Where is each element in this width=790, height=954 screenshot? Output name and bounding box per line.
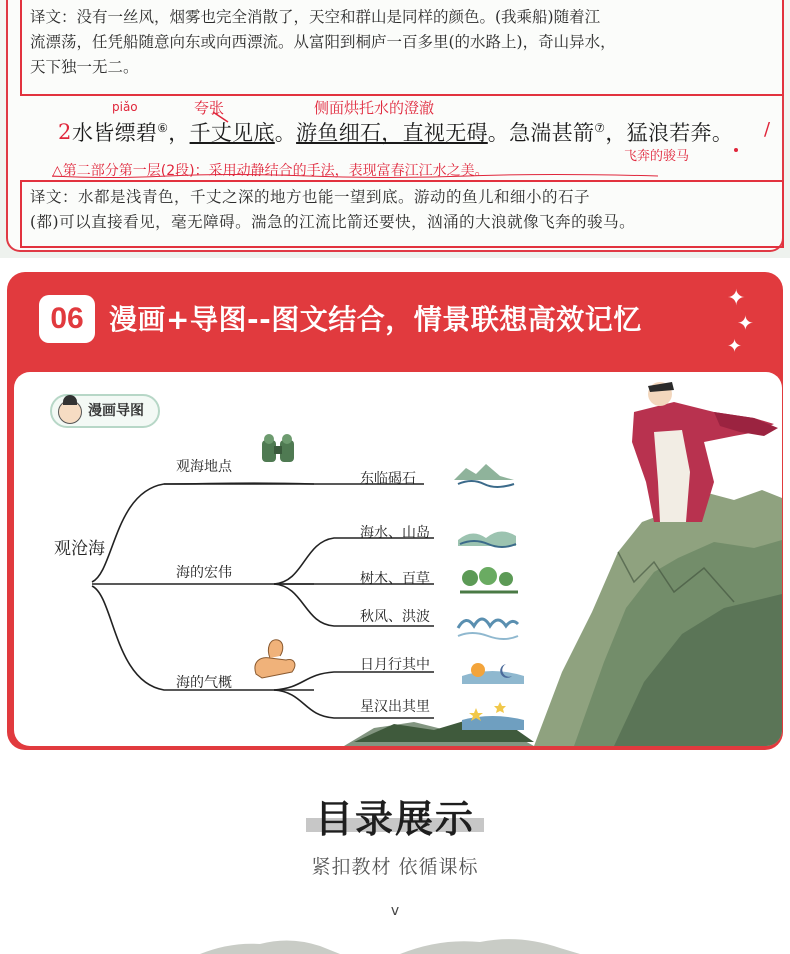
translation-2-line-2: (都)可以直接看见，毫无障碍。湍急的江流比箭还要快，汹涌的大浪就像飞奔的骏马。 (30, 213, 636, 231)
feature-panel-06 (7, 272, 783, 750)
mindmap-leaf-wind-waves: 秋风、洪波 (360, 609, 430, 625)
annotation-exaggeration: 夸张 (194, 99, 225, 117)
feature-number-badge: 06 (39, 295, 95, 343)
textbook-page-frame (6, 0, 784, 252)
sparkle-icon: ✦ (727, 286, 746, 311)
annotation-side-contrast: 侧面烘托水的澄澈 (314, 99, 435, 117)
text-part: ，猛浪若奔。 (605, 121, 734, 145)
translation-1-line-2: 流漂荡，任凭船随意向东或向西漂流。从富阳到桐庐一百多里(的水路上)，奇山异水， (30, 33, 616, 51)
mindmap-leaf-jieshi: 东临碣石 (360, 471, 416, 487)
annotation-dot (734, 148, 738, 152)
mindmap-branch-spirit: 海的气概 (176, 675, 232, 691)
scroll-down-chevron-icon[interactable]: v (390, 903, 400, 919)
text-part: 。急湍甚箭 (487, 121, 595, 145)
translation-box-2 (20, 180, 784, 248)
sparkle-icon: ✦ (737, 311, 754, 335)
mindmap-leaf-stars: 星汉出其里 (360, 699, 430, 715)
comic-mindmap-tag-label: 漫画导图 (88, 403, 144, 419)
note-marker-6: ⑥ (157, 121, 169, 135)
feature-title: 漫画+导图--图文结合，情景联想高效记忆 (109, 303, 642, 336)
mindmap-leaf-sea-island: 海水、山岛 (360, 525, 430, 541)
text-part: ， (168, 121, 190, 145)
waves-illustration (458, 619, 518, 639)
trees-grass-illustration (460, 567, 518, 592)
toc-subtitle: 紧扣教材 依循课标 (311, 856, 479, 878)
text-part: 。 (274, 121, 297, 145)
mindmap-branches (92, 483, 434, 718)
annotation-section-note: △第二部分第一层(2段)：采用动静结合的手法，表现富春江江水之美。 (52, 163, 489, 179)
translation-1-line-3: 天下独一无二。 (30, 58, 139, 76)
textbook-page-excerpt (0, 0, 790, 258)
underlined-phrase-2: 游鱼细石，直视无碍 (296, 121, 488, 145)
note-marker-7: ⑦ (594, 121, 606, 135)
underlined-phrase-1: 千丈见底 (189, 121, 275, 145)
annotation-slash: / (764, 119, 771, 140)
mindmap-leaf-sun-moon: 日月行其中 (360, 657, 430, 673)
translation-2-line-1: 译文：水都是浅青色，千丈之深的地方也能一望到底。游动的鱼儿和细小的石子 (30, 188, 591, 206)
sun-moon-illustration (462, 663, 524, 684)
binoculars-icon (262, 434, 294, 462)
ink-hills-decoration (0, 930, 790, 954)
mindmap-leaf-trees-grass: 树木、百草 (360, 571, 430, 587)
mindmap-root: 观沧海 (54, 539, 105, 559)
sparkle-icon: ✦ (727, 336, 743, 357)
scholar-avatar-icon (58, 400, 82, 424)
comic-illustration (14, 372, 782, 746)
text-part: 水皆缥碧 (72, 121, 158, 145)
sea-island-illustration (458, 531, 516, 547)
paragraph-number: 2 (58, 120, 72, 144)
toc-title: 目录展示 (314, 797, 475, 841)
flexed-arm-icon (255, 640, 295, 678)
branch-line-3a (274, 672, 434, 690)
mindmap-branch-grandeur: 海的宏伟 (176, 565, 232, 581)
annotation-galloping-horse: 飞奔的骏马 (624, 149, 690, 164)
translation-1-line-1: 译文：没有一丝风，烟雾也完全消散了，天空和群山是同样的颜色。(我乘船)随着江 (30, 8, 601, 26)
note-underline (52, 175, 658, 178)
comic-mindmap-tag (50, 394, 160, 428)
annotation-arrow (213, 112, 228, 122)
pinyin-annotation: piǎo (112, 100, 138, 114)
sea-rock-illustration (454, 464, 514, 487)
mindmap-branch-location: 观海地点 (176, 459, 232, 475)
comic-mindmap-card (14, 372, 782, 746)
stars-illustration (462, 702, 524, 730)
